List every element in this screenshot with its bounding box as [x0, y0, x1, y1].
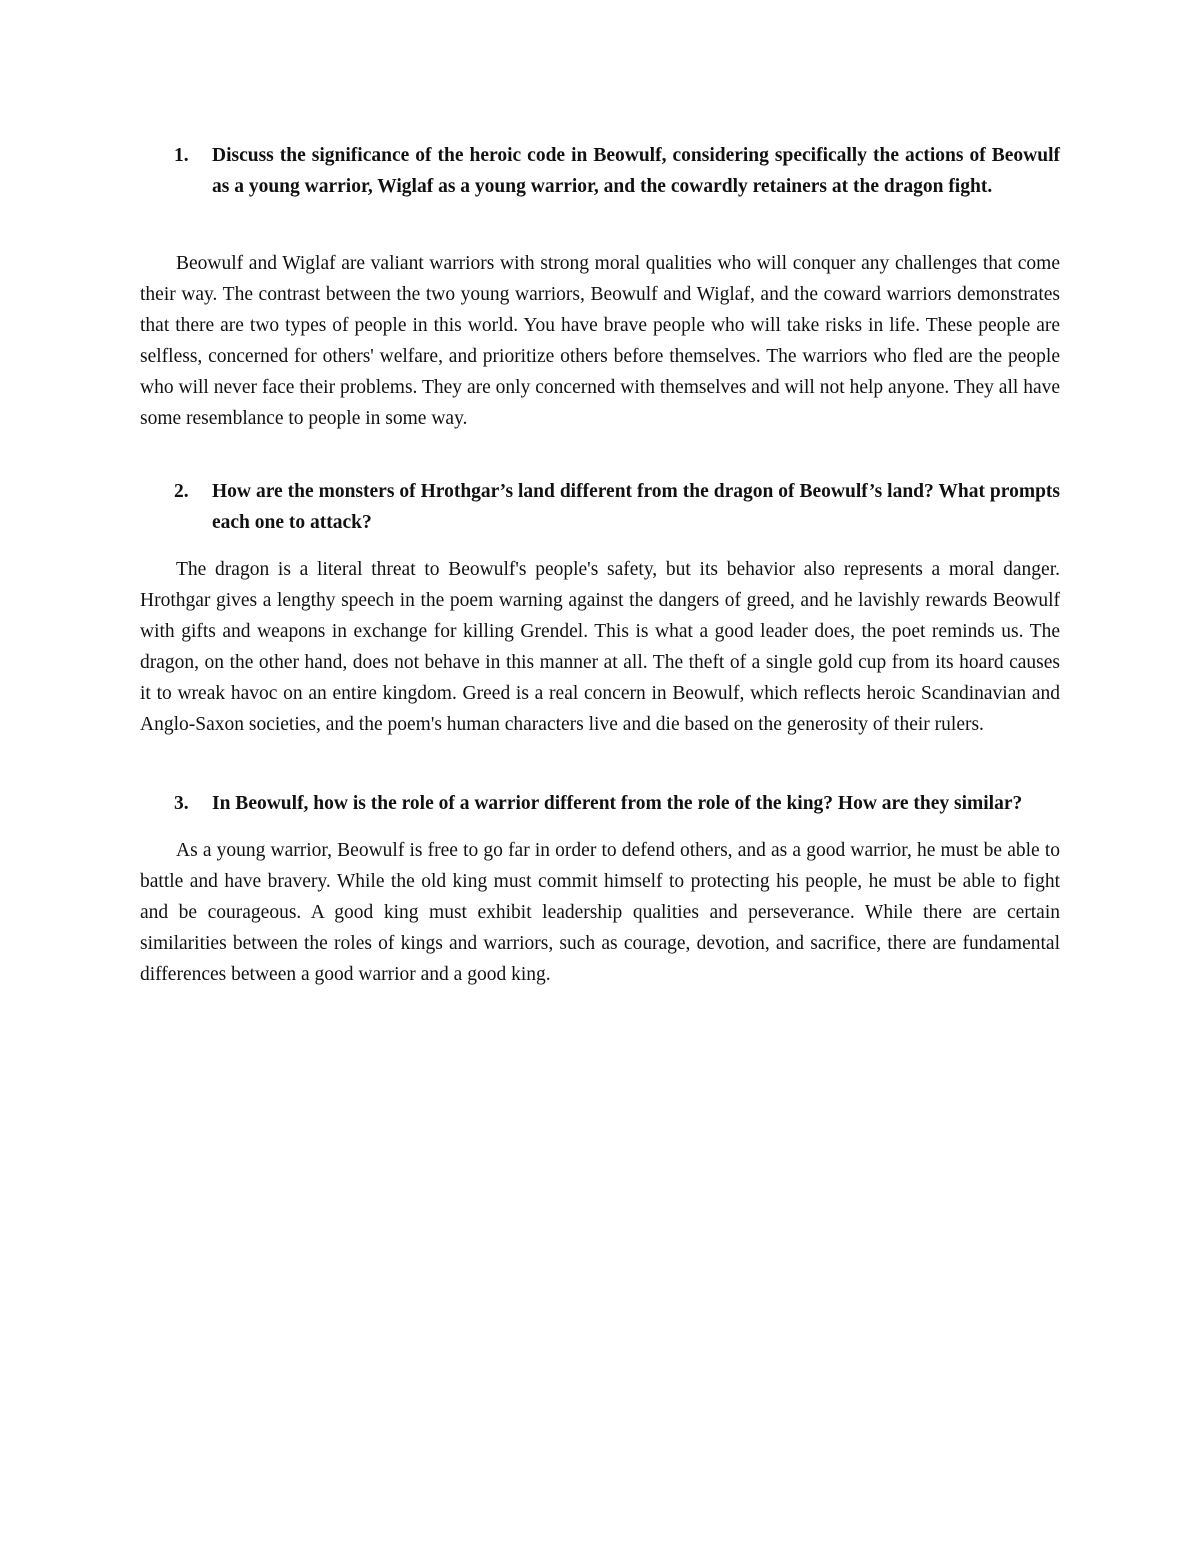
question-number: 2.: [174, 481, 189, 502]
question-text: Discuss the significance of the heroic code in Beowulf, considering specifically the actions of Beowulf as a young warrior, Wiglaf as a young warrior, and the cowardly retainers at the dragon fight.: [212, 145, 1060, 197]
question-3: [140, 788, 1060, 819]
question-text: How are the monsters of Hrothgar’s land different from the dragon of Beowulf’s land? What prompts each one to attack?: [212, 481, 1060, 533]
question-2: [140, 476, 1060, 538]
question-number: 1.: [174, 145, 189, 166]
question-number: 3.: [174, 793, 189, 814]
document-body: [140, 140, 1060, 990]
answer-3: As a young warrior, Beowulf is free to go far in order to defend others, and as a good warrior, he must be able to battle and have bravery. While the old king must commit himself to protecting his people, he must be able to fight and be courageous. A good king must exhibit leadership qualities and perseverance. While there are certain similarities between the roles of kings and warriors, such as courage, devotion, and sacrifice, there are fundamental differences between a good warrior and a good king.: [140, 840, 1060, 985]
question-text: In Beowulf, how is the role of a warrior different from the role of the king? How are they similar?: [212, 793, 1023, 814]
question-1: [140, 140, 1060, 202]
answer-2: The dragon is a literal threat to Beowulf's people's safety, but its behavior also represents a moral danger. Hrothgar gives a lengthy speech in the poem warning against the dangers of greed, and he lavishly rewards Beowulf with gifts and weapons in exchange for killing Grendel. This is what a good leader does, the poet reminds us. The dragon, on the other hand, does not behave in this manner at all. The theft of a single gold cup from its hoard causes it to wreak havoc on an entire kingdom. Greed is a real concern in Beowulf, which reflects heroic Scandinavian and Anglo-Saxon societies, and the poem's human characters live and die based on the generosity of their rulers.: [140, 559, 1060, 735]
answer-1: Beowulf and Wiglaf are valiant warriors with strong moral qualities who will conquer any challenges that come their way. The contrast between the two young warriors, Beowulf and Wiglaf, and the coward warriors demonstrates that there are two types of people in this world. You have brave people who will take risks in life. These people are selfless, concerned for others' welfare, and prioritize others before themselves. The warriors who fled are the people who will never face their problems. They are only concerned with themselves and will not help anyone. They all have some resemblance to people in some way.: [140, 253, 1060, 429]
